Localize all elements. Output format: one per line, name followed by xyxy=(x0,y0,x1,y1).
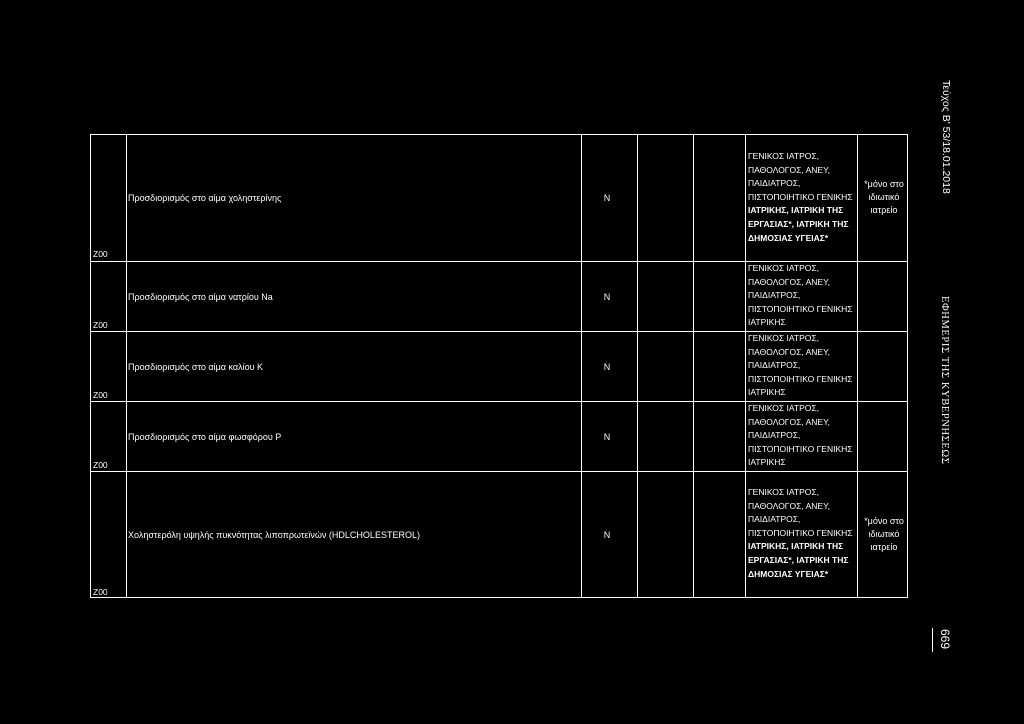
specialty-line: ΙΑΤΡΙΚΗΣ, ΙΑΤΡΙΚΗ ΤΗΣ xyxy=(748,205,844,216)
row-description: Προσδιορισμός στο αίμα φωσφόρου P xyxy=(128,432,282,442)
specialty-line: ΠΑΘΟΛΟΓΟΣ, ΑΝΕΥ, xyxy=(748,164,831,175)
specialty-line: ΠΑΘΟΛΟΓΟΣ, ΑΝΕΥ, xyxy=(748,500,831,511)
specialty-line: ΠΙΣΤΟΠΟΙΗΤΙΚΟ ΓΕΝΙΚΗΣ xyxy=(748,527,853,538)
note-line: *μόνο στο xyxy=(864,516,904,526)
row-specialties xyxy=(748,402,860,470)
column-divider xyxy=(637,134,638,598)
specialty-line: ΕΡΓΑΣΙΑΣ*, ΙΑΤΡΙΚΗ ΤΗΣ xyxy=(748,554,849,565)
row-note xyxy=(858,178,910,217)
column-divider xyxy=(581,134,582,598)
row-code: Z00 xyxy=(93,390,108,400)
row-flag: N xyxy=(603,193,611,203)
specialty-line: ΠΙΣΤΟΠΟΙΗΤΙΚΟ ΓΕΝΙΚΗΣ xyxy=(748,191,853,202)
specialty-line: ΠΑΙΔΙΑΤΡΟΣ, xyxy=(748,430,801,441)
row-description: Προσδιορισμός στο αίμα νατρίου Na xyxy=(128,292,273,302)
specialty-line: ΓΕΝΙΚΟΣ ΙΑΤΡΟΣ, xyxy=(748,487,819,497)
note-line: ιδιωτικό xyxy=(868,529,900,539)
row-code: Z00 xyxy=(93,320,108,330)
page-number: 669 xyxy=(938,629,952,650)
specialty-line: ΙΑΤΡΙΚΗΣ xyxy=(748,317,786,328)
specialty-line: ΠΑΘΟΛΟΓΟΣ, ΑΝΕΥ, xyxy=(748,276,831,287)
row-specialties xyxy=(748,332,860,400)
specialty-line: ΠΑΘΟΛΟΓΟΣ, ΑΝΕΥ, xyxy=(748,416,831,427)
row-note xyxy=(858,515,910,554)
specialty-line: ΠΑΙΔΙΑΤΡΟΣ, xyxy=(748,360,801,371)
specialty-line: ΓΕΝΙΚΟΣ ΙΑΤΡΟΣ, xyxy=(748,403,819,413)
specialty-line: ΔΗΜΟΣΙΑΣ ΥΓΕΙΑΣ* xyxy=(748,232,829,243)
row-description: Προσδιορισμός στο αίμα χοληστερίνης xyxy=(128,193,282,203)
row-flag: N xyxy=(603,362,611,372)
row-code: Z00 xyxy=(93,460,108,470)
note-line: ιατρείο xyxy=(870,205,898,215)
specialty-line: ΙΑΤΡΙΚΗΣ xyxy=(748,387,786,398)
column-divider xyxy=(693,134,694,598)
specialty-line: ΠΙΣΤΟΠΟΙΗΤΙΚΟ ΓΕΝΙΚΗΣ xyxy=(748,443,853,454)
specialty-line: ΠΑΙΔΙΑΤΡΟΣ, xyxy=(748,514,801,525)
row-flag: N xyxy=(603,432,611,442)
specialty-line: ΠΑΙΔΙΑΤΡΟΣ, xyxy=(748,290,801,301)
specialty-line: ΠΑΙΔΙΑΤΡΟΣ, xyxy=(748,178,801,189)
row-description: Χοληστερόλη υψηλής πυκνότητας λιποπρωτεϊνών (HDLCHOLESTEROL) xyxy=(128,530,420,540)
row-divider xyxy=(90,471,908,472)
specialty-line: ΕΡΓΑΣΙΑΣ*, ΙΑΤΡΙΚΗ ΤΗΣ xyxy=(748,218,849,229)
note-line: ιδιωτικό xyxy=(868,192,900,202)
row-flag: N xyxy=(603,292,611,302)
row-code: Z00 xyxy=(93,249,108,259)
note-line: *μόνο στο xyxy=(864,179,904,189)
issue-label: Τεύχος Β' 53/18.01.2018 xyxy=(940,80,952,194)
column-divider xyxy=(126,134,127,598)
row-specialties xyxy=(748,486,860,581)
specialty-line: ΓΕΝΙΚΟΣ ΙΑΤΡΟΣ, xyxy=(748,263,819,273)
note-line: ιατρείο xyxy=(870,542,898,552)
column-divider xyxy=(745,134,746,598)
specialty-line: ΠΙΣΤΟΠΟΙΗΤΙΚΟ ΓΕΝΙΚΗΣ xyxy=(748,303,853,314)
row-specialties xyxy=(748,262,860,330)
row-code: Z00 xyxy=(93,587,108,597)
specialty-line: ΠΙΣΤΟΠΟΙΗΤΙΚΟ ΓΕΝΙΚΗΣ xyxy=(748,373,853,384)
specialty-line: ΠΑΘΟΛΟΓΟΣ, ΑΝΕΥ, xyxy=(748,346,831,357)
row-specialties xyxy=(748,150,860,245)
page-number-rule xyxy=(932,628,933,652)
gazette-title: ΕΦΗΜΕΡΙΣ ΤΗΣ ΚΥΒΕΡΝΗΣΕΩΣ xyxy=(939,296,950,465)
row-flag: N xyxy=(603,530,611,540)
specialty-line: ΙΑΤΡΙΚΗΣ, ΙΑΤΡΙΚΗ ΤΗΣ xyxy=(748,541,844,552)
row-description: Προσδιορισμός στο αίμα καλίου K xyxy=(128,362,263,372)
specialty-line: ΙΑΤΡΙΚΗΣ xyxy=(748,457,786,468)
specialty-line: ΓΕΝΙΚΟΣ ΙΑΤΡΟΣ, xyxy=(748,151,819,161)
specialty-line: ΓΕΝΙΚΟΣ ΙΑΤΡΟΣ, xyxy=(748,333,819,343)
specialty-line: ΔΗΜΟΣΙΑΣ ΥΓΕΙΑΣ* xyxy=(748,568,829,579)
